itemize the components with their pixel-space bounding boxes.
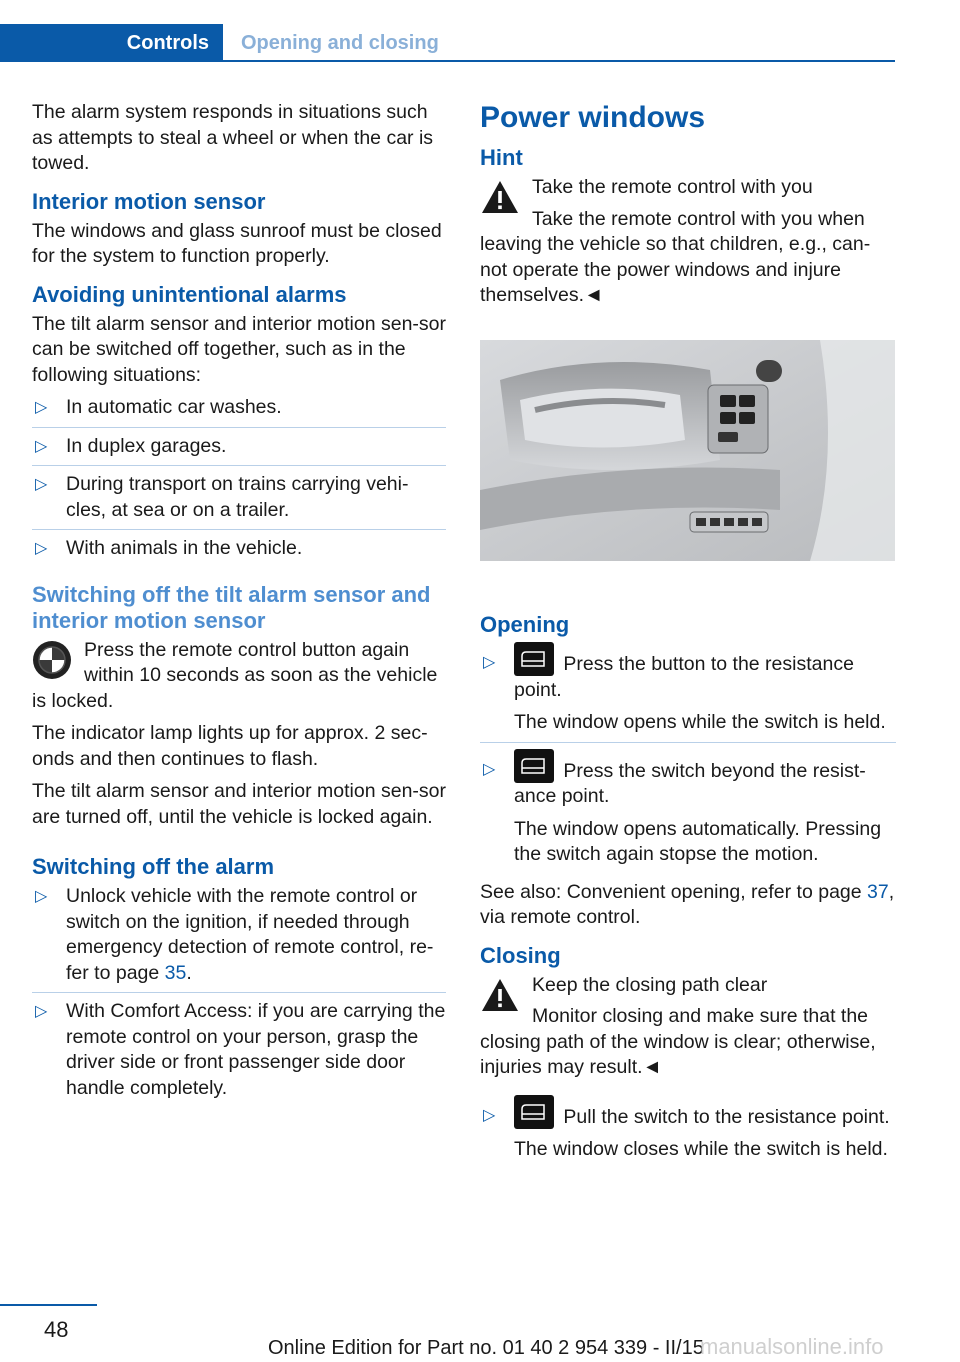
window-switch-icon bbox=[514, 642, 554, 676]
see-also-paragraph bbox=[480, 880, 896, 931]
list-item-subtext: The window opens automatically. Pressing the switch again stopse the motion. bbox=[514, 817, 882, 865]
list-item bbox=[480, 1095, 896, 1169]
list-item-subtext: The window closes while the switch is held. bbox=[514, 1138, 888, 1160]
triangle-bullet-icon: ▷ bbox=[483, 1106, 496, 1124]
list-item-text: In duplex garages. bbox=[66, 434, 227, 457]
alarm-list bbox=[32, 884, 446, 1107]
list-item bbox=[32, 472, 446, 530]
triangle-bullet-icon: ▷ bbox=[35, 1003, 48, 1020]
press-remote-paragraph: Press the remote control button again within 10 seconds as soon as the vehicle is locked. bbox=[32, 638, 438, 712]
tab-opening-and-closing[interactable]: Opening and closing bbox=[241, 32, 439, 54]
edition-text: Online Edition for Part no. 01 40 2 954 339 - II/15 bbox=[268, 1337, 704, 1359]
list-item-text: Unlock vehicle with the remote control or switch on the ignition, if needed through emergency detection of remote control, re‐fer to page bbox=[66, 885, 434, 984]
hint-warning-title: Take the remote control with you bbox=[532, 176, 813, 198]
list-item bbox=[480, 749, 896, 874]
triangle-bullet-icon: ▷ bbox=[483, 654, 496, 671]
bmw-logo-icon bbox=[32, 640, 72, 680]
closing-list bbox=[480, 1095, 896, 1169]
heading-power-windows: Power windows bbox=[480, 101, 706, 134]
heading-switch-off-tilt-sensor: Switching off the tilt alarm sensor and interior motion sensor bbox=[32, 581, 431, 633]
heading-hint: Hint bbox=[480, 145, 523, 170]
avoid-list bbox=[32, 395, 446, 568]
list-item-text: Press the button to the resistance point. bbox=[514, 653, 854, 701]
page-link-37[interactable]: 37 bbox=[867, 880, 889, 903]
list-item bbox=[32, 536, 446, 568]
hint-warning bbox=[480, 175, 896, 309]
page-link-35[interactable]: 35 bbox=[164, 961, 187, 984]
triangle-bullet-icon: ▷ bbox=[35, 540, 48, 557]
page-number: 48 bbox=[44, 1317, 69, 1342]
list-item bbox=[32, 884, 446, 993]
heading-switch-off-alarm: Switching off the alarm bbox=[32, 854, 275, 879]
list-item bbox=[32, 395, 446, 428]
heading-closing: Closing bbox=[480, 942, 561, 968]
header-divider bbox=[0, 60, 895, 62]
door-panel-image bbox=[480, 340, 895, 561]
right-column bbox=[480, 100, 896, 1175]
triangle-bullet-icon: ▷ bbox=[483, 760, 496, 778]
triangle-bullet-icon: ▷ bbox=[35, 476, 48, 493]
watermark: manualsonline.info bbox=[700, 1334, 884, 1359]
triangle-bullet-icon: ▷ bbox=[35, 888, 48, 905]
list-item-text: In automatic car washes. bbox=[66, 396, 282, 418]
left-column bbox=[32, 100, 446, 1113]
hint-warning-text: Take the remote control with you when leaving the vehicle so that children, e.g., can‐not operate the power windows and injure themselves.◄ bbox=[480, 207, 871, 306]
remote-instruction bbox=[32, 638, 446, 715]
list-item-text: During transport on trains carrying vehi‐cles, at sea or on a trailer. bbox=[66, 473, 409, 521]
opening-list bbox=[480, 642, 896, 874]
list-item-text: Pull the switch to the resistance point. bbox=[563, 1105, 890, 1128]
list-item bbox=[32, 999, 446, 1107]
window-switch-icon bbox=[514, 749, 554, 783]
closing-warning bbox=[480, 973, 896, 1081]
avoid-paragraph: The tilt alarm sensor and interior motion sen‐sor can be switched off together, such as in the following situations: bbox=[32, 312, 447, 386]
page-header bbox=[0, 24, 895, 62]
list-item-end: . bbox=[186, 961, 192, 984]
list-item-text: With animals in the vehicle. bbox=[66, 537, 303, 559]
list-item bbox=[32, 434, 446, 467]
warning-icon bbox=[480, 177, 520, 217]
see-also-text: See also: Convenient opening, refer to page bbox=[480, 880, 868, 903]
heading-avoiding-alarms: Avoiding unintentional alarms bbox=[32, 281, 347, 307]
list-item-text: Press the switch beyond the resist‐ance point. bbox=[514, 759, 866, 807]
closing-warning-text: Monitor closing and make sure that the closing path of the window is clear; otherwise, injuries may result.◄ bbox=[480, 1005, 876, 1078]
intro-paragraph: The alarm system responds in situations such as attempts to steal a wheel or when the car is towed. bbox=[32, 101, 434, 174]
see-also-end: , via remote control. bbox=[480, 880, 895, 928]
heading-interior-motion-sensor: Interior motion sensor bbox=[32, 188, 266, 214]
indicator-paragraph: The indicator lamp lights up for approx. 2 sec‐onds and then continues to flash. bbox=[32, 722, 428, 770]
triangle-bullet-icon: ▷ bbox=[35, 437, 48, 455]
turned-off-paragraph: The tilt alarm sensor and interior motion sen‐sor are turned off, until the vehicle is locked again. bbox=[32, 780, 447, 828]
warning-icon bbox=[480, 975, 520, 1015]
footer-divider bbox=[0, 1304, 97, 1306]
list-item-subtext: The window opens while the switch is held. bbox=[514, 711, 886, 733]
window-switch-icon bbox=[514, 1095, 554, 1129]
closing-warning-title: Keep the closing path clear bbox=[532, 973, 768, 996]
list-item-text: With Comfort Access: if you are carrying the remote control on your person, grasp the driver side or front passenger side door handle completely. bbox=[66, 1000, 446, 1099]
interior-paragraph: The windows and glass sunroof must be closed for the system to function properly. bbox=[32, 219, 442, 267]
triangle-bullet-icon: ▷ bbox=[35, 399, 48, 416]
tab-controls[interactable]: Controls bbox=[0, 24, 223, 62]
heading-opening: Opening bbox=[480, 612, 570, 637]
list-item bbox=[480, 642, 896, 743]
